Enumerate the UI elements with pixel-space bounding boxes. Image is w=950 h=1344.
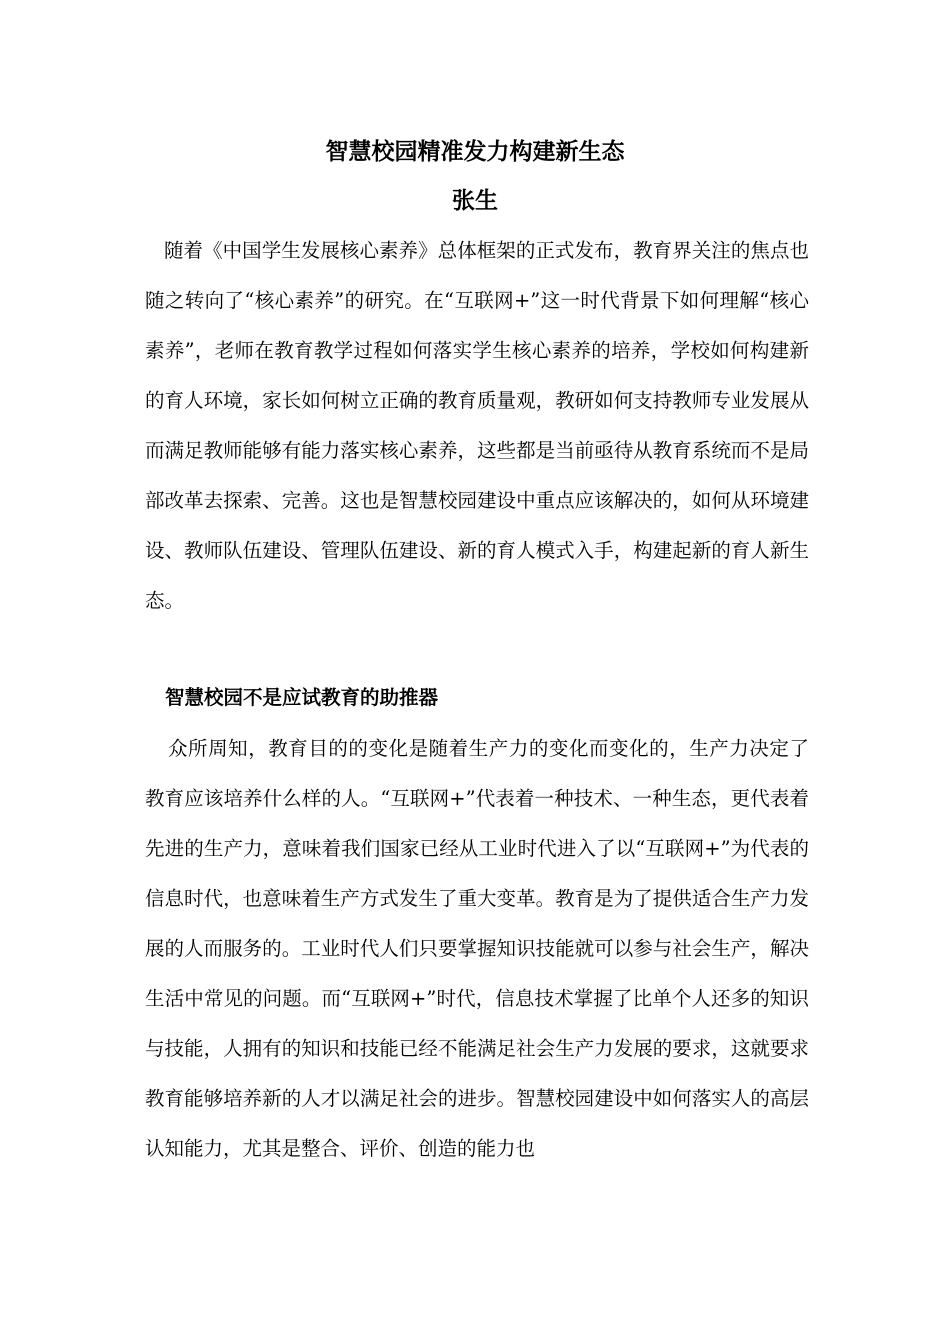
document-author: 张生 xyxy=(452,188,498,214)
document-title: 智慧校园精准发力构建新生态 xyxy=(325,139,625,165)
body-paragraph-2: 众所周知，教育目的的变化是随着生产力的变化而变化的，生产力决定了教育应该培养什么样的人。“互联网+”代表着一种技术、一种生态，更代表着先进的生产力，意味着我们国家已经从工业时代进入了以“互联网+”为代表的信息时代，也意味着生产方式发生了重大变革。教育是为了提供适合生产力发展的人而服务的。工业时代人们只要掌握知识技能就可以参与社会生产，解决生活中常见的问题。而“互联网+”时代，信息技术掌握了比单个人还多的知识与技能，人拥有的知识和技能已经不能满足社会生产力发展的要求，这就要求教育能够培养新的人才以满足社会的进步。智慧校园建设中如何落实人的高层认知能力，尤其是整合、评价、创造的能力也 xyxy=(145,737,809,1160)
body-paragraph-1: 随着《中国学生发展核心素养》总体框架的正式发布，教育界关注的焦点也随之转向了“核心素养”的研究。在“互联网+”这一时代背景下如何理解“核心素养”，老师在教育教学过程如何落实学生核心素养的培养，学校如何构建新的育人环境，家长如何树立正确的教育质量观，教研如何支持教师专业发展从而满足教师能够有能力落实核心素养，这些都是当前亟待从教育系统而不是局部改革去探索、完善。这也是智慧校园建设中重点应该解决的，如何从环境建设、教师队伍建设、管理队伍建设、新的育人模式入手，构建起新的育人新生态。 xyxy=(145,239,809,612)
section-heading: 智慧校园不是应试教育的助推器 xyxy=(165,686,439,709)
